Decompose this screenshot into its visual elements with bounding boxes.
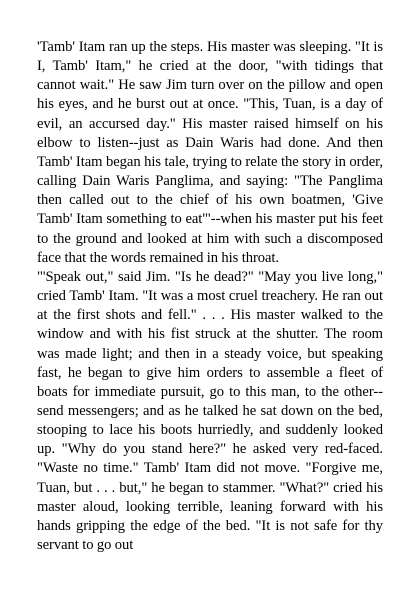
paragraph-1: 'Tamb' Itam ran up the steps. His master was sleeping. "It is I, Tamb' Itam," he cried at the door, "with tidings that cannot wait." He saw Jim turn over on the pillow and open his eyes, and he burst out at once. "This, Tuan, is a day of evil, an accursed day." His master raised himself on his elbow to listen--just as Dain Waris had done. And then Tamb' Itam began his tale, trying to relate the story in order, calling Dain Waris Panglima, and saying: "The Panglima then called out to the chief of his own boatmen, 'Give Tamb' Itam something to eat'"--when his master put his feet to the ground and looked at him with such a discomposed face that the words remained in his throat. xyxy=(37,39,383,266)
document-page xyxy=(37,38,383,578)
paragraph-2: "'Speak out," said Jim. "Is he dead?" "May you live long," cried Tamb' Itam. "It was a most cruel treachery. He ran out at the first shots and fell." . . . His master walked to the window and with his fist struck at the shutter. The room was made light; and then in a steady voice, but speaking fast, he began to give him orders to assemble a fleet of boats for immediate pursuit, go to this man, to the other--send messengers; and as he talked he sat down on the bed, stooping to lace his boots hurriedly, and suddenly looked up. "Why do you stand here?" he asked very red-faced. "Waste no time." Tamb' Itam did not move. "Forgive me, Tuan, but . . . but," he began to stammer. "What?" cried his master aloud, looking terrible, leaning forward with his hands gripping the edge of the bed. "It is not safe for thy servant to go out xyxy=(37,268,383,554)
